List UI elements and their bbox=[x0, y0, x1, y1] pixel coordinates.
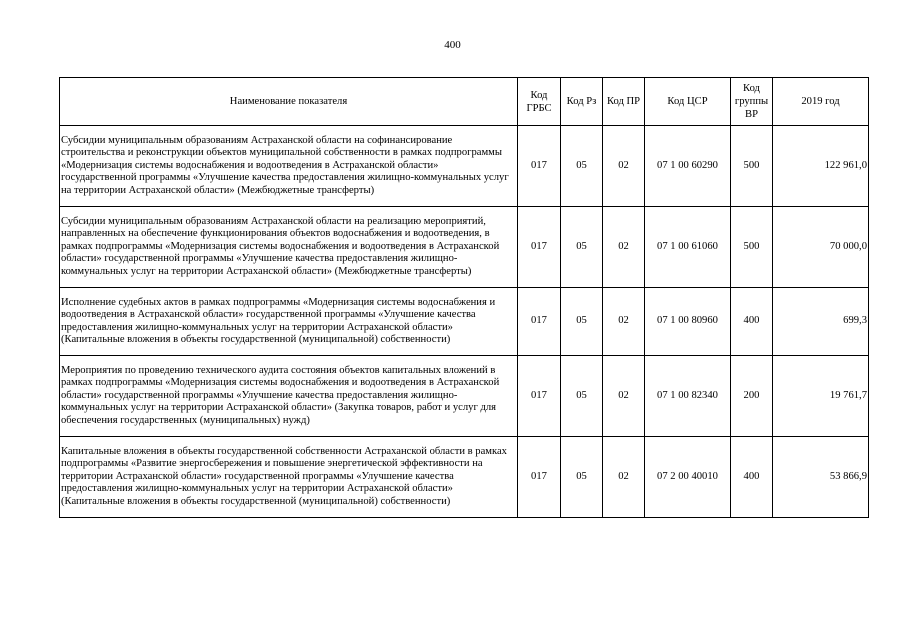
budget-table bbox=[59, 77, 869, 518]
row-grbs: 017 bbox=[518, 356, 561, 437]
row-csr: 07 1 00 80960 bbox=[645, 288, 731, 356]
row-rz: 05 bbox=[561, 207, 603, 288]
row-grbs: 017 bbox=[518, 288, 561, 356]
row-amount: 122 961,0 bbox=[773, 126, 869, 207]
table-row bbox=[60, 207, 869, 288]
row-grbs: 017 bbox=[518, 207, 561, 288]
row-pr: 02 bbox=[603, 288, 645, 356]
row-grbs: 017 bbox=[518, 126, 561, 207]
table-row bbox=[60, 437, 869, 518]
row-amount: 70 000,0 bbox=[773, 207, 869, 288]
row-name: Субсидии муниципальным образованиям Астраханской области на реализацию мероприятий, направленных на обеспечение функционирования объектов водоснабжения и водоотведения, в рамках подпрограммы «Модернизация системы водоснабжения и водоотведения в Астраханской области» государственной программы «Улучшение качества предоставления жилищно-коммунальных услуг на территории Астраханской области» (Межбюджетные трансферты) bbox=[60, 207, 518, 288]
header-vr: Код группы ВР bbox=[731, 78, 773, 126]
row-rz: 05 bbox=[561, 356, 603, 437]
row-csr: 07 1 00 61060 bbox=[645, 207, 731, 288]
row-name: Исполнение судебных актов в рамках подпрограммы «Модернизация системы водоснабжения и водоотведения в Астраханской области» государственной программы «Улучшение качества предоставления жилищно-коммунальных услуг на территории Астраханской области» (Капитальные вложения в объекты государственной (муниципальной) собственности) bbox=[60, 288, 518, 356]
row-rz: 05 bbox=[561, 288, 603, 356]
row-grbs: 017 bbox=[518, 437, 561, 518]
row-pr: 02 bbox=[603, 356, 645, 437]
row-pr: 02 bbox=[603, 437, 645, 518]
row-vr: 400 bbox=[731, 437, 773, 518]
row-vr: 500 bbox=[731, 126, 773, 207]
table-header-row bbox=[60, 78, 869, 126]
header-csr: Код ЦСР bbox=[645, 78, 731, 126]
row-amount: 699,3 bbox=[773, 288, 869, 356]
row-amount: 19 761,7 bbox=[773, 356, 869, 437]
row-rz: 05 bbox=[561, 126, 603, 207]
row-name: Капитальные вложения в объекты государственной собственности Астраханской области в рамках подпрограммы «Развитие энергосбережения и повышение энергетической эффективности на территории Астраханской области» государственной программы «Улучшение качества предоставления жилищно-коммунальных услуг на территории Астраханской области» (Капитальные вложения в объекты государственной (муниципальной) собственности) bbox=[60, 437, 518, 518]
row-vr: 400 bbox=[731, 288, 773, 356]
row-name: Мероприятия по проведению технического аудита состояния объектов капитальных вложений в рамках подпрограммы «Модернизация системы водоснабжения и водоотведения в Астраханской области» государственной программы «Улучшение качества предоставления жилищно-коммунальных услуг на территории Астраханской области» (Закупка товаров, работ и услуг для обеспечения государственных (муниципальных) нужд) bbox=[60, 356, 518, 437]
row-pr: 02 bbox=[603, 207, 645, 288]
row-csr: 07 1 00 82340 bbox=[645, 356, 731, 437]
header-pr: Код ПР bbox=[603, 78, 645, 126]
header-name: Наименование показателя bbox=[60, 78, 518, 126]
row-csr: 07 2 00 40010 bbox=[645, 437, 731, 518]
header-rz: Код Рз bbox=[561, 78, 603, 126]
header-grbs: Код ГРБС bbox=[518, 78, 561, 126]
row-rz: 05 bbox=[561, 437, 603, 518]
row-name: Субсидии муниципальным образованиям Астраханской области на софинансирование строительства и реконструкции объектов муниципальной собственности в рамках подпрограммы «Модернизация системы водоснабжения и водоотведения в Астраханской области» государственной программы «Улучшение качества предоставления жилищно-коммунальных услуг на территории Астраханской области» (Межбюджетные трансферты) bbox=[60, 126, 518, 207]
row-vr: 500 bbox=[731, 207, 773, 288]
header-year: 2019 год bbox=[773, 78, 869, 126]
row-pr: 02 bbox=[603, 126, 645, 207]
page-number: 400 bbox=[444, 39, 461, 51]
row-csr: 07 1 00 60290 bbox=[645, 126, 731, 207]
table-row bbox=[60, 288, 869, 356]
row-vr: 200 bbox=[731, 356, 773, 437]
row-amount: 53 866,9 bbox=[773, 437, 869, 518]
table-row bbox=[60, 126, 869, 207]
table-row bbox=[60, 356, 869, 437]
